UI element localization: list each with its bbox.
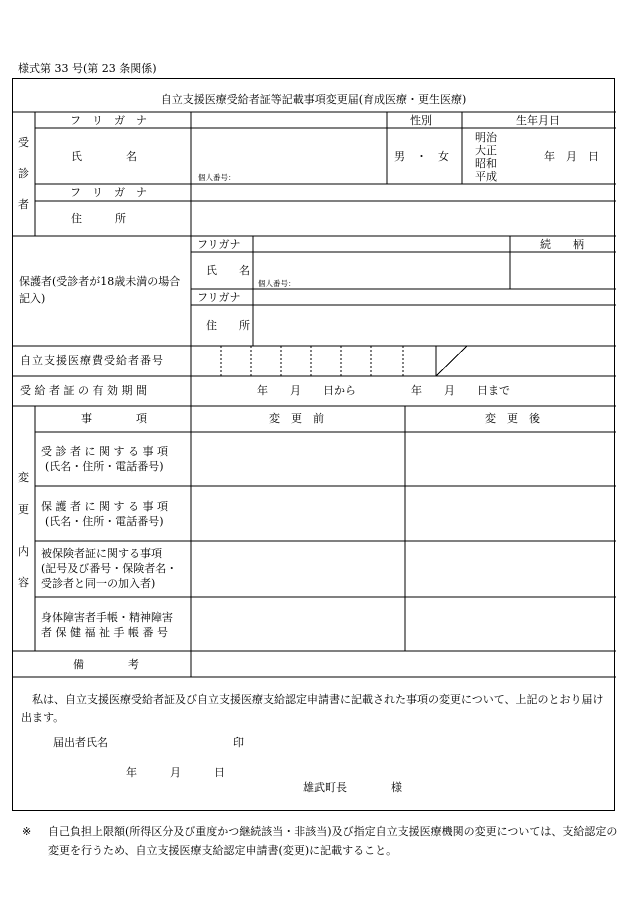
patient-section-label-3: 者 — [18, 198, 29, 211]
recipient-number-label: 自立支援医療費受給者番号 — [20, 354, 164, 367]
item-header: 事 項 — [81, 412, 147, 425]
before-header: 変 更 前 — [269, 412, 324, 425]
change-item-patient: 受 診 者 に 関 す る 事 項 — [41, 445, 168, 458]
patient-section-label-1: 受 — [18, 136, 29, 149]
seal-mark: 印 — [233, 736, 244, 749]
patient-name-label: 氏 名 — [71, 150, 137, 163]
patient-furigana-label: フ リ ガ ナ — [70, 114, 147, 127]
form-number: 様式第 33 号(第 23 条関係) — [18, 62, 157, 75]
gender-options: 男 ・ 女 — [394, 150, 449, 163]
gender-label: 性別 — [410, 114, 432, 127]
change-item-insurance-detail-1: (記号及び番号・保険者名・ — [41, 562, 178, 575]
validity-to: 年 月 日まで — [411, 384, 510, 397]
guardian-address-label: 住 所 — [206, 319, 250, 332]
relationship-label: 続 柄 — [540, 238, 584, 251]
changes-section-label-3: 内 — [18, 545, 29, 558]
validity-label: 受 給 者 証 の 有 効 期 間 — [20, 384, 147, 397]
era-showa: 昭和 — [475, 157, 497, 170]
change-item-guardian: 保 護 者 に 関 す る 事 項 — [41, 500, 168, 513]
changes-section-label-1: 変 — [18, 471, 29, 484]
guardian-my-number-label: 個人番号： — [258, 279, 296, 288]
declaration-text: 私は、自立支援医療受給者証及び自立支援医療支給認定申請書に記載された事項の変更について、上記のとおり届け出ます。 — [21, 693, 604, 724]
change-item-insurance: 被保険者証に関する事項 — [41, 547, 162, 560]
guardian-furigana-label-2: フリガナ — [197, 291, 241, 304]
validity-from: 年 月 日から — [257, 384, 356, 397]
era-heisei: 平成 — [475, 170, 497, 183]
change-item-insurance-detail-2: 受診者と同一の加入者) — [41, 577, 156, 590]
change-item-patient-detail: (氏名・住所・電話番号) — [45, 460, 164, 473]
patient-furigana-label-2: フ リ ガ ナ — [70, 186, 147, 199]
notifier-name-label: 届出者氏名 — [53, 736, 108, 749]
change-item-handbook-detail: 者 保 健 福 祉 手 帳 番 号 — [41, 626, 168, 639]
patient-section-label-2: 診 — [18, 167, 29, 180]
form-title: 自立支援医療受給者証等記載事項変更届(育成医療・更生医療) — [160, 93, 467, 106]
patient-address-label: 住 所 — [71, 212, 126, 225]
footnote-mark: ※ — [22, 825, 32, 838]
era-taisho: 大正 — [475, 144, 497, 157]
change-item-handbook: 身体障害者手帳・精神障害 — [41, 611, 173, 624]
footnote — [22, 822, 618, 860]
application-form — [12, 78, 615, 811]
guardian-name-label: 氏 名 — [206, 264, 250, 277]
changes-section-label-2: 更 — [18, 503, 29, 516]
era-meiji: 明治 — [475, 131, 497, 144]
after-header: 変 更 後 — [485, 412, 540, 425]
footnote-text: 自己負担上限額(所得区分及び重度かつ継続該当・非該当)及び指定自立支援医療機関の変更については、支給認定の変更を行うため、自立支援医療支給認定申請書(変更)に記載すること。 — [48, 825, 618, 857]
submission-date: 年 月 日 — [126, 766, 225, 779]
change-item-guardian-detail: (氏名・住所・電話番号) — [45, 515, 164, 528]
birth-date-label: 生年月日 — [516, 114, 560, 127]
changes-section-label-4: 容 — [18, 576, 29, 589]
addressee: 雄武町長 様 — [303, 781, 402, 794]
patient-my-number-label: 個人番号： — [198, 173, 236, 182]
birth-ymd: 年 月 日 — [544, 150, 599, 163]
guardian-furigana-label: フリガナ — [197, 238, 241, 251]
guardian-section-label: 保護者(受診者が18歳未満の場合記入) — [19, 275, 181, 305]
remarks-label: 備 考 — [73, 658, 139, 671]
